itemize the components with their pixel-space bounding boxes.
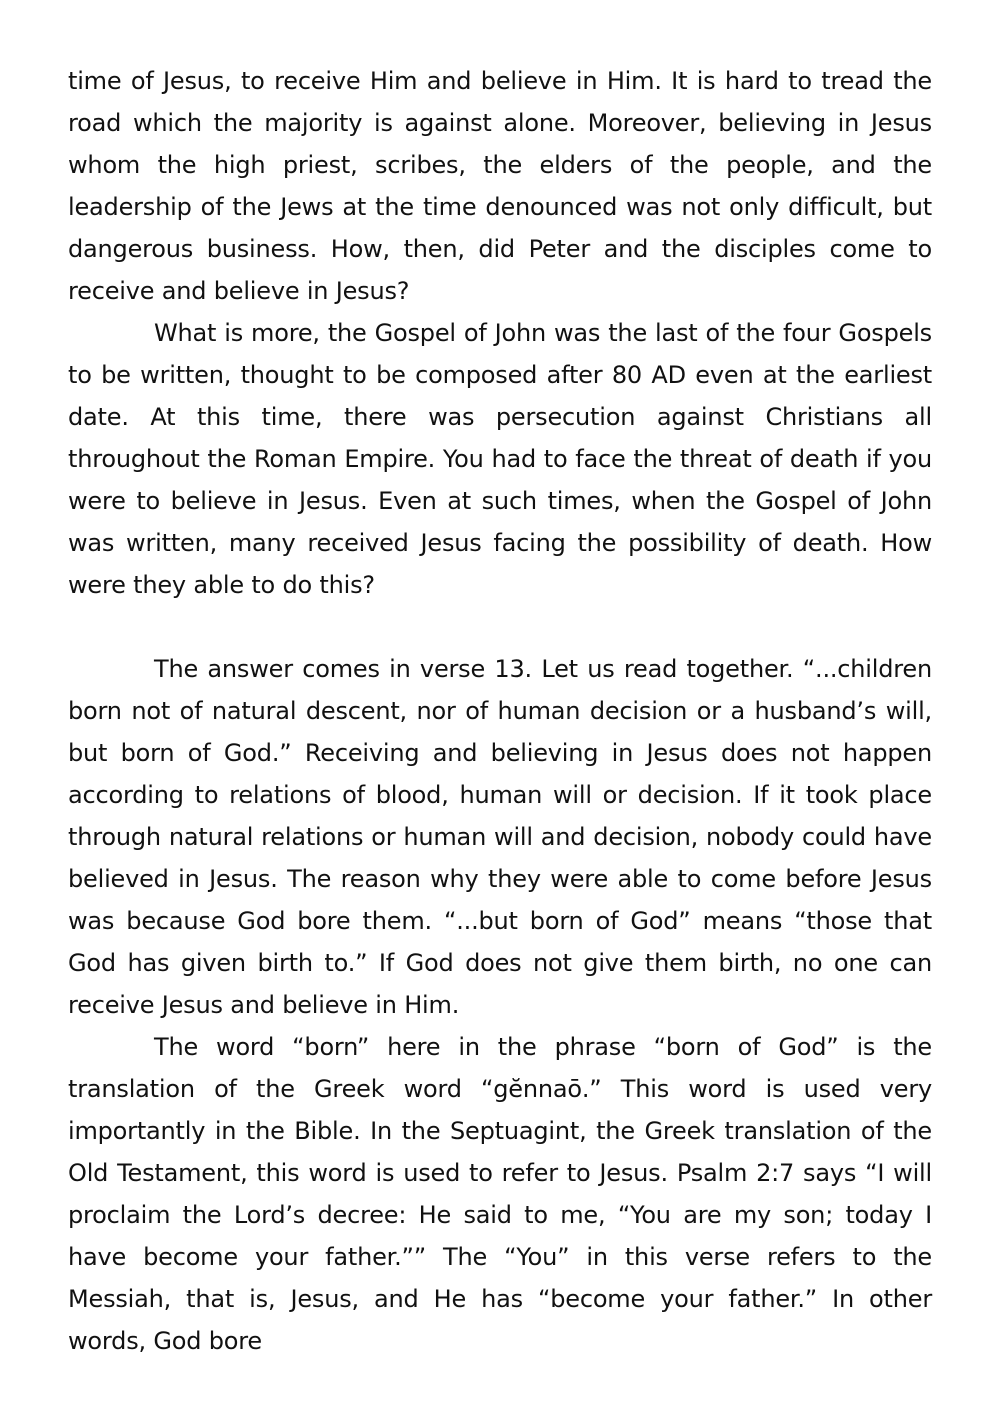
paragraph-4: The word “born” here in the phrase “born of God” is the translation of the Greek word “gĕnnaō.” This word is used very importantly in the Bible. In the Septuagint, the Greek translation of the Old Testament, this word is used to refer to Jesus. Psalm 2:7 says “I will proclaim the Lord’s decree: He said to me, “You are my son; today I have become your father.”” The “You” in this verse refers to the Messiah, that is, Jesus, and He has “become your father.” In other words, God bore bbox=[68, 1033, 932, 1355]
paragraph-3: The answer comes in verse 13. Let us read together. “...children born not of natural descent, nor of human decision or a husband’s will, but born of God.” Receiving and believing in Jesus does not happen according to relations of blood, human will or decision. If it took place through natural relations or human will and decision, nobody could have believed in Jesus. The reason why they were able to come before Jesus was because God bore them. “...but born of God” means “those that God has given birth to.” If God does not give them birth, no one can receive Jesus and believe in Him. bbox=[68, 655, 932, 1019]
paragraph-2: What is more, the Gospel of John was the last of the four Gospels to be written, thought to be composed after 80 AD even at the earliest date. At this time, there was persecution against Christians all throughout the Roman Empire. You had to face the threat of death if you were to believe in Jesus. Even at such times, when the Gospel of John was written, many received Jesus facing the possibility of death. How were they able to do this? bbox=[68, 319, 932, 599]
paragraph-spacer bbox=[68, 606, 932, 648]
document-page bbox=[68, 60, 932, 1362]
paragraph-1: time of Jesus, to receive Him and believe in Him. It is hard to tread the road which the majority is against alone. Moreover, believing in Jesus whom the high priest, scribes, the elders of the people, and the leadership of the Jews at the time denounced was not only difficult, but dangerous business. How, then, did Peter and the disciples come to receive and believe in Jesus? bbox=[68, 67, 932, 305]
